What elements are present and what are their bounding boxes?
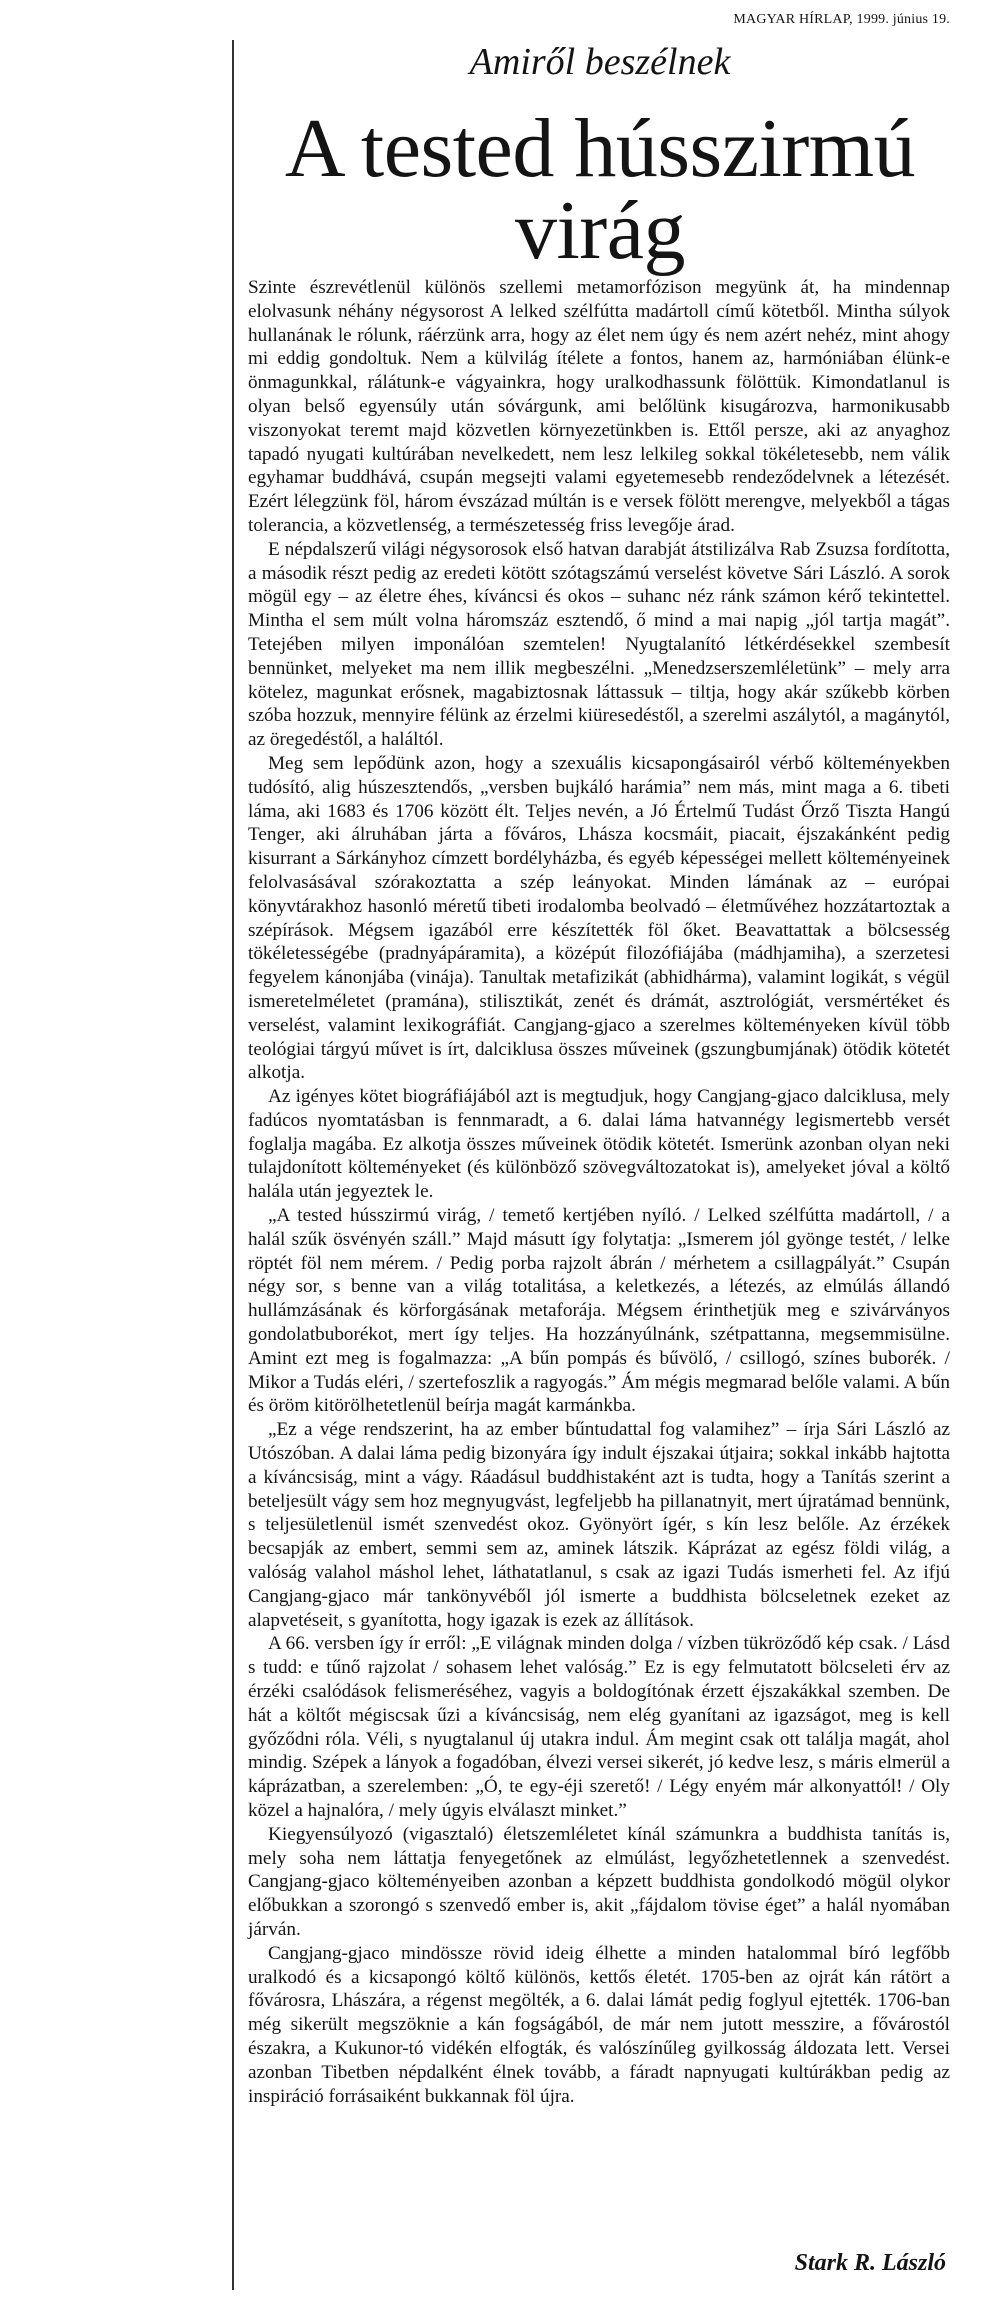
article-title: A tested hússzirmú virág <box>284 102 916 277</box>
column-rule <box>232 40 234 2290</box>
paragraph: Kiegyensúlyozó (vigasztaló) életszemléletet kínál számunkra a buddhista tanítás is, mely soha nem láttatja fenyegetőnek az elmúlást, legyőzhetetlennek a szenvedést. Cangjang-gjaco költeményeiben azonban a képzett buddhista gondolkodó mögül olykor előbukkan a szorongó s szenvedő ember is, akit „fájdalom tövise éget” a halál nyomában járván. <box>248 1823 950 1940</box>
paragraph: E népdalszerű világi négysorosok első hatvan darabját átstilizálva Rab Zsuzsa fordította, a második részt pedig az eredeti kötött szótagszámú verselést követve Sári László. A sorok mögül egy – az életre éhes, kíváncsi és okos – suhanc néz ránk számon kérő tekintettel. Mintha el sem múlt volna háromszáz esztendő, ő mind a mai napig „jól tartja magát”. Tetejében milyen imponálóan szemtelen! Nyugtalanító létkérdésekkel szembesít bennünket, melyeket ma nem illik megbeszélni. „Menedzserszemléletünk” – mely arra kötelez, magunkat erősnek, magabiztosnak láttassuk – tiltja, hogy akár szűkebb körben szóba hozzuk, mennyire félünk az érzelmi kiüresedéstől, a szerelmi aszálytól, a magánytól, az öregedéstől, a haláltól. <box>248 538 950 751</box>
article-body <box>248 276 950 2108</box>
author-byline: Stark R. László <box>794 2250 946 2276</box>
paragraph: Az igényes kötet biográfiájából azt is megtudjuk, hogy Cangjang-gjaco dalciklusa, mely fadúcos nyomtatásban is fennmaradt, a 6. dalai láma hatvannégy legismertebb versét foglalja magába. Ez alkotja összes műveinek ötödik kötetét. Ismerünk azonban olyan neki tulajdonított költeményeket (és különböző szövegváltozatokat is), amelyeket jóval a költő halála után jegyeztek le. <box>248 1086 950 1203</box>
paragraph: Szinte észrevétlenül különös szellemi metamorfózison megyünk át, ha mindennap elolvasunk néhány négysorost A lelked szélfútta madártoll című kötetből. Mintha súlyok hullanának le rólunk, ráérzünk arra, hogy az élet nem úgy és nem azért nehéz, mint ahogy mi eddig gondoltuk. Nem a külvilág ítélete a fontos, hanem az, harmóniában élünk-e önmagunkkal, rálátunk-e vágyainkra, hogy uralkodhassunk fölöttük. Kimondatlanul is olyan belső egyensúly után sóvárgunk, ami belőlünk kisugározva, harmonikusabb viszonyokat teremt majd közvetlen környezetünkben is. Ettől persze, aki az anyaghoz tapadó nyugati kultúrában nevelkedett, nem lesz lelkileg sokkal tökéletesebb, nem válik egyhamar buddhává, csupán megsejti valami egyetemesebb rendeződelvnek a létezését. Ezért lélegzünk föl, három évszázad múltán is e versek fölött merengve, melyekből a tágas tolerancia, a közvetlenség, a természetesség friss levegője árad. <box>248 277 950 536</box>
article-kicker: Amiről beszélnek <box>469 41 731 83</box>
paragraph: A 66. versben így ír erről: „E világnak minden dolga / vízben tükröződő kép csak. / Lásd s tudd: e tűnő rajzolat / sohasem lehet valóság.” Ez is egy felmutatott bölcseleti érv az érzéki csalódások felismeréséhez, vagyis a boldogítónak érzett éjszakákkal szemben. De hát a költőt mégiscsak űzi a kíváncsiság, nem elég gyanítani az igazságot, meg is kell győződni róla. Véli, s nyugtalanul új utakra indul. Ám megint csak ott találja magát, ahol mindig. Szépek a lányok a fogadóban, élvezi versei sikerét, jó kedve lesz, s máris elmerül a káprázatban, a szerelemben: „Ó, te egy-éji szerető! / Légy enyém már alkonyattól! / Oly közel a hajnalóra, / mely úgyis elválaszt minket.” <box>248 1633 950 1821</box>
paragraph: Cangjang-gjaco mindössze rövid ideig élhette a minden hatalommal bíró legfőbb uralkodó és a kicsapongó költő különös, kettős életét. 1705-ben az ojrát kán rátört a fővárosra, Lhászára, a régenst megölték, a 6. dalai lámát pedig foglyul ejtették. 1706-ban még sikerült megszöknie a kán fogságából, de már nem jutott messzire, a fővárostól északra, a Kukunor-tó vidékén elfogták, és valószínűleg gyilkosság áldozata lett. Versei azonban Tibetben népdalként élnek tovább, a fáradt napnyugati kultúrákban pedig az inspiráció forrásaiként bukkannak föl újra. <box>248 1942 950 2107</box>
paragraph: Meg sem lepődünk azon, hogy a szexuális kicsapongásairól vérbő költeményekben tudósító, alig húszesztendős, „versben bujkáló harámia” nem más, mint maga a 6. tibeti láma, aki 1683 és 1706 között élt. Teljes nevén, a Jó Értelmű Tudást Őrző Tiszta Hangú Tenger, aki álruhában járta a főváros, Lhásza kocsmáit, piacait, éjszakánként pedig kisurrant a Sárkányhoz címzett bordélyházba, és egyéb képességei mellett költeményeinek felolvasásával szórakoztatta a szép leányokat. Minden lámának az – európai könyvtárakhoz hasonló méretű tibeti irodalomba beolvadó – életművéhez hozzátartoztak a szépírások. Mégsem igazából erre készítették föl őket. Beavattattak a bölcsesség tökéletességébe (pradnyápáramita), a középút filozófiájába (mádhjamiha), a szerzetesi fegyelem kánonjába (vinája). Tanultak metafizikát (abhidhárma), valamint logikát, s végül ismeretelméletet (pramána), stilisztikát, zenét és drámát, asztrológiát, versmértéket és verselést, valamint lexikográfiát. Cangjang-gjaco a szerelmes költeményeken kívül több teológiai tárgyú művet is írt, dalciklusa összes műveinek (gszungbumjának) ötödik kötetét alkotja. <box>248 752 950 1084</box>
paragraph: „A tested hússzirmú virág, / temető kertjében nyíló. / Lelked szélfútta madártoll, / a halál szűk ösvényén száll.” Majd másutt így folytatja: „Ismerem jól gyönge testét, / lelke röptét föl nem mérem. / Pedig porba rajzolt ábrán / mérhetem a csillagpályát.” Csupán négy sor, s benne van a világ totalitása, a keletkezés, a létezés, az elmúlás állandó hullámzásának és körforgásának metaforája. Mégsem érinthetjük meg e szivárványos gondolatbuborékot, mert így teljes. Ha hozzányúlnánk, szétpattanna, megsemmisülne. Amint ezt meg is fogalmazza: „A bűn pompás és bűvölő, / csillogó, színes buborék. / Mikor a Tudás eléri, / szertefoszlik a ragyogás.” Ám mégis megmarad belőle valami. A bűn és öröm kitörölhetetlenül beírja magát karmánkba. <box>248 1205 950 1417</box>
newspaper-date-header: MAGYAR HÍRLAP, 1999. június 19. <box>733 12 950 27</box>
paragraph: „Ez a vége rendszerint, ha az ember bűntudattal fog valamihez” – írja Sári László az Utószóban. A dalai láma pedig bizonyára így indult éjszakai útjaira; sokkal inkább hajtotta a kíváncsiság, mint a vágy. Ráadásul buddhistaként azt is tudta, hogy a Tanítás szerint a beteljesült vágy sem hoz megnyugvást, legfeljebb ha pillanatnyit, mert újratámad bennünk, s teljesületlenül ismét szenvedést okoz. Gyönyört ígér, s kín lesz belőle. Az érzékek becsapják az embert, semmi sem az, aminek látszik. Káprázat az egész földi világ, a valóság valahol máshol lehet, láthatatlanul, s csak az igazi Tudás ismerheti fel. Az ifjú Cangjang-gjaco már tankönyvéből jól ismerte a buddhista bölcseletnek ezeket az alapvetéseit, s gyanította, hogy igazak is ezek az állítások. <box>248 1419 950 1631</box>
